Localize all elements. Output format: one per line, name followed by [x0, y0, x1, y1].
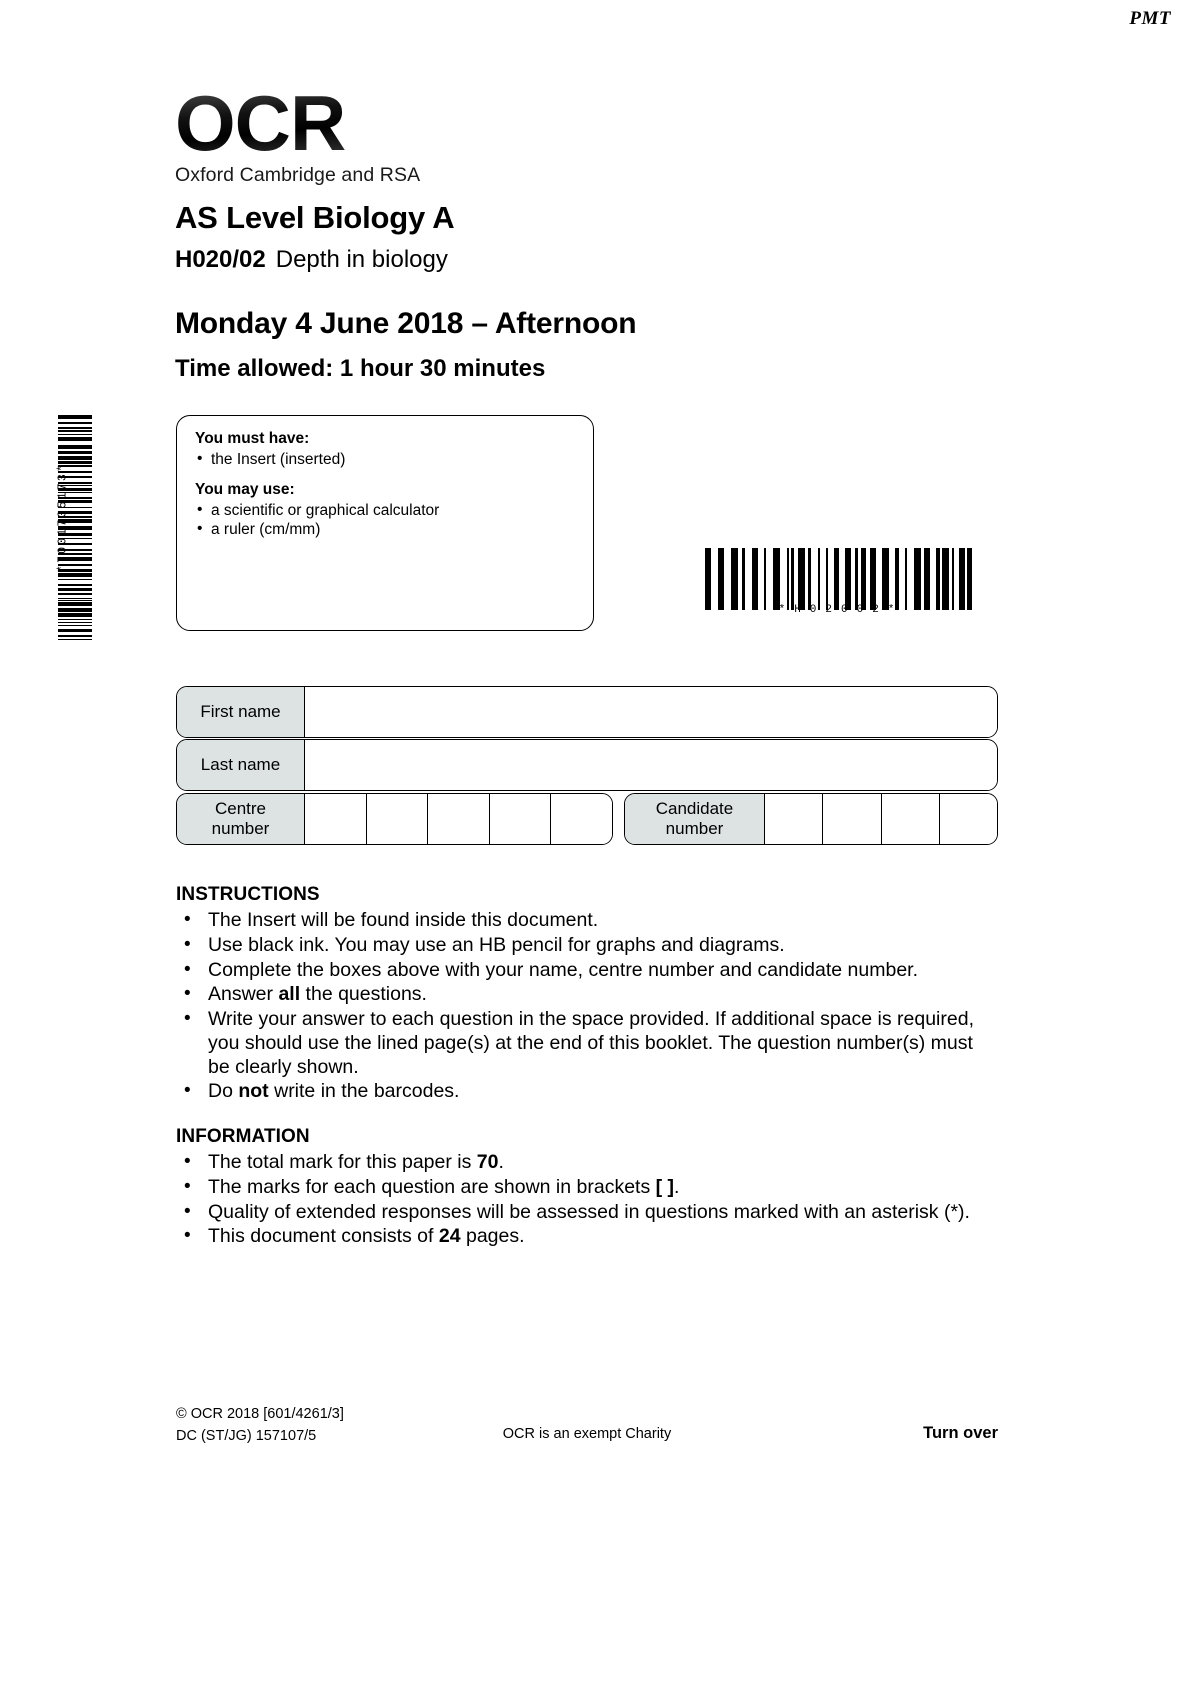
list-item	[176, 1225, 976, 1249]
page-title: AS Level Biology A	[175, 200, 455, 235]
pmt-watermark: PMT	[1129, 8, 1171, 29]
list-item: • Write your answer to each question in the space provided. If additional space is required, you should use the lined page(s) at the end of this booklet. The question number(s) must be clearly shown.	[176, 1008, 976, 1079]
list-item	[176, 1080, 976, 1104]
list-item-emphasis: [ ]	[655, 1175, 675, 1198]
paper-code: H020/02	[175, 246, 266, 273]
centre-number-cell[interactable]	[490, 794, 552, 844]
candidate-number-label-line1: Candidate	[655, 799, 734, 819]
horizontal-barcode	[705, 548, 977, 624]
list-item-emphasis: not	[238, 1080, 269, 1103]
exam-date: Monday 4 June 2018 – Afternoon	[175, 307, 637, 340]
must-have-item: • the Insert (inserted)	[195, 451, 575, 469]
vertical-barcode	[44, 415, 92, 640]
centre-number-cells[interactable]	[305, 794, 612, 844]
page-footer	[176, 1404, 998, 1454]
list-item-text: The marks for each question are shown in brackets	[208, 1175, 656, 1198]
ocr-logo-tagline: Oxford Cambridge and RSA	[175, 164, 421, 187]
centre-number-label-line2: number	[211, 819, 270, 838]
list-item	[176, 1176, 976, 1200]
information-section	[176, 1126, 976, 1250]
list-item-text: Answer	[208, 983, 279, 1006]
list-item-text: the questions.	[300, 983, 427, 1006]
candidate-number-cell[interactable]	[882, 794, 940, 844]
centre-number-field[interactable]	[176, 793, 613, 845]
materials-box	[176, 415, 594, 631]
centre-number-cell[interactable]	[367, 794, 429, 844]
first-name-input[interactable]	[305, 687, 997, 737]
first-name-field[interactable]	[176, 686, 998, 738]
last-name-field[interactable]	[176, 739, 998, 791]
charity-notice: OCR is an exempt Charity	[502, 1426, 672, 1442]
list-item: • The Insert will be found inside this document.	[176, 909, 976, 933]
centre-number-cell[interactable]	[305, 794, 367, 844]
instructions-list	[176, 909, 976, 1104]
centre-number-label-line1: Centre	[214, 799, 266, 819]
candidate-number-cells[interactable]	[765, 794, 997, 844]
may-use-heading: You may use:	[195, 481, 295, 498]
vertical-barcode-text: *7001735173*	[56, 462, 70, 573]
list-item-emphasis: 24	[438, 1225, 461, 1248]
list-item: • Use black ink. You may use an HB pencil for graphs and diagrams.	[176, 934, 976, 958]
may-use-item: • a scientific or graphical calculator	[195, 502, 575, 520]
centre-number-cell[interactable]	[551, 794, 612, 844]
copyright-line: © OCR 2018 [601/4261/3]	[176, 1406, 344, 1422]
ocr-logo-mark: OCR	[175, 79, 346, 167]
horizontal-barcode-text: *H02002*	[778, 604, 904, 616]
centre-number-cell[interactable]	[428, 794, 490, 844]
information-list	[176, 1151, 976, 1249]
instructions-heading: INSTRUCTIONS	[176, 884, 320, 905]
list-item-emphasis: all	[278, 983, 301, 1006]
list-item-emphasis: 70	[476, 1151, 499, 1173]
last-name-label: Last name	[177, 740, 305, 790]
list-item: • Complete the boxes above with your name, centre number and candidate number.	[176, 959, 976, 983]
list-item-text: Do	[208, 1080, 239, 1103]
paper-code-row	[175, 246, 448, 274]
may-use-item: • a ruler (cm/mm)	[195, 521, 575, 539]
list-item-text: .	[498, 1151, 504, 1173]
list-item	[176, 983, 976, 1007]
list-item: • Quality of extended responses will be assessed in questions marked with an asterisk (*).	[176, 1201, 976, 1225]
list-item-text: pages.	[460, 1225, 525, 1248]
list-item-text: The total mark for this paper is	[208, 1151, 477, 1173]
horizontal-barcode-bars	[705, 548, 977, 610]
list-item	[176, 1151, 976, 1175]
document-code-line: DC (ST/JG) 157107/5	[176, 1427, 317, 1444]
candidate-number-cell[interactable]	[765, 794, 823, 844]
must-have-heading: You must have:	[195, 430, 310, 447]
candidate-number-label-line2: number	[665, 819, 724, 838]
list-item-text: This document consists of	[208, 1225, 439, 1248]
information-heading: INFORMATION	[176, 1126, 310, 1147]
candidate-number-field[interactable]	[624, 793, 998, 845]
time-allowed: Time allowed: 1 hour 30 minutes	[175, 355, 546, 382]
ocr-logo	[175, 79, 605, 187]
list-item-text: .	[674, 1175, 680, 1198]
last-name-input[interactable]	[305, 740, 997, 790]
candidate-number-cell[interactable]	[823, 794, 881, 844]
paper-name: Depth in biology	[275, 246, 448, 273]
instructions-section	[176, 884, 976, 1105]
centre-number-label	[177, 794, 305, 844]
list-item-text: write in the barcodes.	[268, 1080, 460, 1103]
turn-over-label: Turn over	[923, 1424, 998, 1442]
candidate-number-cell[interactable]	[940, 794, 997, 844]
first-name-label: First name	[177, 687, 305, 737]
candidate-number-label	[625, 794, 765, 844]
